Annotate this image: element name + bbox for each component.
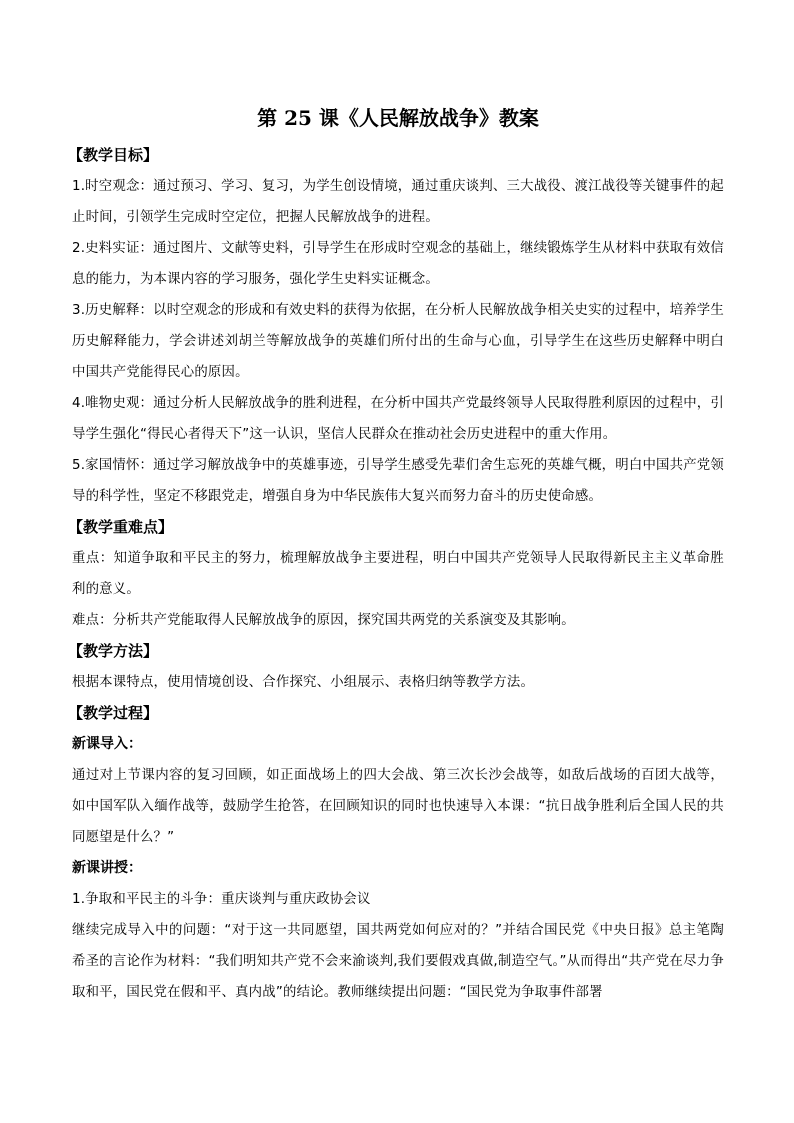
- key-points-heading: 【教学重难点】: [68, 518, 174, 536]
- objective-item: 2.史料实证：通过图片、文献等史料，引导学生在形成时空观念的基础上，继续锻炼学生从材料中获取有效信息的能力，为本课内容的学习服务，强化学生史料实证概念。: [72, 241, 724, 287]
- objective-item: 3.历史解释：以时空观念的形成和有效史料的获得为依据，在分析人民解放战争相关史实的过程中，培养学生历史解释能力，学会讲述刘胡兰等解放战争的英雄们所付出的生命与心血，引导学生在这些历史解释中明白中国共产党能得民心的原因。: [72, 303, 724, 380]
- process-heading: 【教学过程】: [68, 704, 159, 722]
- teach-item: 1.争取和平民主的斗争：重庆谈判与重庆政协会议: [72, 892, 371, 907]
- intro-text: 通过对上节课内容的复习回顾，如正面战场上的四大会战、第三次长沙会战等，如敌后战场的百团大战等，如中国军队入缅作战等，鼓励学生抢答，在回顾知识的同时也快速导入本课：“抗日战争胜利后全国人民的共同愿望是什么？”: [72, 768, 724, 845]
- methods-text: 根据本课特点，使用情境创设、合作探究、小组展示、表格归纳等教学方法。: [72, 675, 535, 690]
- objective-item: 1.时空观念：通过预习、学习、复习，为学生创设情境，通过重庆谈判、三大战役、渡江战役等关键事件的起止时间，引领学生完成时空定位，把握人民解放战争的进程。: [72, 179, 724, 225]
- document-content: [68, 102, 724, 1008]
- key-point-item: 重点：知道争取和平民主的努力，梳理解放战争主要进程，明白中国共产党领导人民取得新民主主义革命胜利的意义。: [72, 551, 724, 597]
- teach-label: 新课讲授：: [72, 860, 142, 876]
- objectives-heading: 【教学目标】: [68, 146, 159, 164]
- page-title: 第 25 课《人民解放战争》教案: [257, 106, 539, 130]
- objective-item: 5.家国情怀：通过学习解放战争中的英雄事迹，引导学生感受先辈们舍生忘死的英雄气概，明白中国共产党领导的科学性，坚定不移跟党走，增强自身为中华民族伟大复兴而努力奋斗的历史使命感。: [72, 458, 724, 504]
- intro-label: 新课导入：: [72, 736, 142, 752]
- methods-heading: 【教学方法】: [68, 642, 159, 660]
- teach-text: 继续完成导入中的问题：“对于这一共同愿望，国共两党如何应对的？”并结合国民党《中央日报》总主笔陶希圣的言论作为材料：“我们明知共产党不会来渝谈判,我们要假戏真做,制造空气。”从而得出“共产党在尽力争取和平，国民党在假和平、真内战”的结论。教师继续提出问题：“国民党为争取事件部署: [72, 923, 724, 1000]
- objective-item: 4.唯物史观：通过分析人民解放战争的胜利进程，在分析中国共产党最终领导人民取得胜利原因的过程中，引导学生强化“得民心者得天下”这一认识，坚信人民群众在推动社会历史进程中的重大作用。: [72, 396, 724, 442]
- key-point-item: 难点：分析共产党能取得人民解放战争的原因，探究国共两党的关系演变及其影响。: [72, 613, 575, 628]
